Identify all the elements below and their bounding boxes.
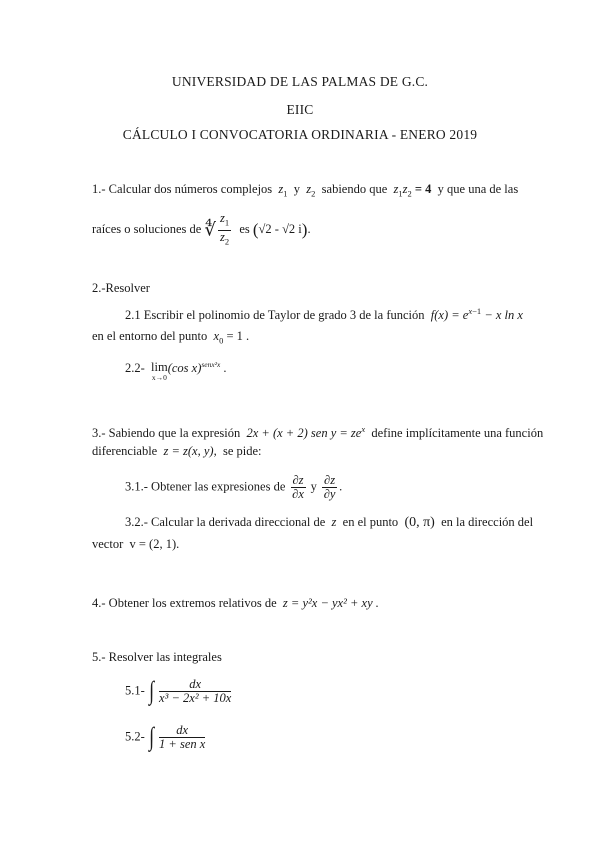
q2-p2-label: 2.2- — [125, 361, 145, 376]
q2-p2-lim-sub: x→0 — [151, 373, 167, 382]
q3-p1: 3.1.- Obtener las expresiones de $\frac{\partial z}{\partial x}$ y $\frac{\partial z}{\partial y}$ . — [125, 473, 343, 501]
q5-i2-fraction — [159, 724, 205, 751]
question-4 — [92, 596, 379, 611]
q5-i1-num: dx — [189, 676, 202, 691]
question-1-line-1: 1.- Calcular dos números complejos $z_1$ y $z_2$ sabiendo que $z_1z_2 = 4$ y que una de las — [92, 182, 519, 199]
q5-integral-2 — [125, 722, 207, 752]
q2-p1-text: 2.1 Escribir el polinomio de Taylor de grado 3 de la función — [125, 308, 425, 323]
q2-p2-expr: (cos x) — [167, 361, 202, 376]
q5-i1-fraction — [159, 678, 231, 705]
dz-dx-fraction: $\frac{\partial z}{\partial x}$ — [292, 473, 304, 501]
question-3-line-2 — [92, 444, 262, 459]
q3-text-d: se pide: — [222, 444, 262, 458]
q3-p2-vector: v = (2, 1). — [129, 537, 180, 551]
q3-p1-and: y — [310, 479, 317, 494]
q1-text-c: y que una de las — [437, 182, 519, 196]
q2-p1-line-2: en el entorno del punto $x_0 = 1$ . — [92, 329, 250, 346]
q5-i2-den: 1 + sen x — [159, 736, 206, 751]
university-title: UNIVERSIDAD DE LAS PALMAS DE G.C. — [171, 74, 429, 89]
q2-p1-point-text: en el entorno del punto — [92, 329, 208, 343]
q2-p2 — [125, 360, 227, 382]
q5-i2-label: 5.2- — [125, 729, 145, 744]
integral-sign-icon: ∫ — [148, 676, 154, 705]
q2-p2-lim: lim — [151, 360, 168, 374]
integral-sign-icon: ∫ — [148, 722, 154, 751]
q4-text: 4.- Obtener los extremos relativos de — [92, 596, 277, 610]
dz-dy-fraction: $\frac{\partial z}{\partial y}$ — [323, 473, 336, 501]
q2-p1-line-1: 2.1 Escribir el polinomio de Taylor de grado 3 de la función $f(x) = e^{x-1} - x$ ln x — [125, 306, 523, 323]
question-2-title: 2.-Resolver — [92, 281, 150, 295]
q1-fraction: $\frac{z_1}{z_2}$ — [219, 211, 230, 246]
q2-p1-func-tail: − x ln x — [484, 308, 523, 323]
q2-p1-func: f(x) = e — [430, 308, 469, 323]
q5-integral-1 — [125, 676, 233, 706]
q1-text-b: sabiendo que — [321, 182, 388, 196]
exam-title: CÁLCULO I CONVOCATORIA ORDINARIA - ENERO 2019 — [122, 127, 478, 142]
q3-p2-text-b: en el punto — [342, 515, 399, 529]
q3-text-a: 3.- Sabiendo que la expresión — [92, 426, 241, 441]
q4-func: z = y²x − yx² + xy . — [282, 596, 379, 610]
q5-i1-den: x³ − 2x² + 10x — [159, 690, 232, 705]
q1-product: = 4 — [414, 182, 432, 196]
q2-p2-end: . — [223, 361, 227, 376]
q3-p2-text-c: en la dirección del — [441, 515, 534, 529]
q3-p2-line-1: 3.2.- Calcular la derivada direccional de z en el punto (0, π) en la dirección del — [125, 515, 534, 530]
q3-p1-label: 3.1.- Obtener las expresiones de — [125, 479, 286, 494]
q5-i1-label: 5.1- — [125, 683, 145, 698]
q1-es: es — [239, 221, 250, 236]
q3-p2-text-d: vector — [92, 537, 124, 551]
root-sign-icon: ∜ — [204, 219, 216, 240]
q2-p1-point: = 1 . — [226, 329, 250, 343]
q1-root-value: √2 - √2 i — [258, 221, 302, 236]
q3-p2-text-a: 3.2.- Calcular la derivada direccional de — [125, 515, 326, 529]
question-5-title: 5.- Resolver las integrales — [92, 650, 222, 664]
school-title: EIIC — [286, 102, 314, 117]
q3-text-c: diferenciable — [92, 444, 158, 458]
q3-text-b: define implícitamente una función — [371, 426, 544, 441]
q1-text-d: raíces o soluciones de — [92, 221, 202, 236]
q3-p2-point: (0, π) — [404, 515, 435, 530]
q1-and: y — [293, 182, 301, 196]
q3-expr: 2x + (x + 2) sen y = ze — [246, 426, 362, 441]
q5-i2-num: dx — [176, 722, 189, 737]
question-1-line-2: raíces o soluciones de ∜ $\frac{z_1}{z_2}$ es (√2 - √2 i). — [92, 211, 311, 246]
q3-func: z = z(x, y), — [163, 444, 217, 458]
q2-p2-exp: senx²x — [201, 360, 221, 369]
q1-text-a: 1.- Calcular dos números complejos — [92, 182, 273, 196]
question-3-line-1: 3.- Sabiendo que la expresión 2x + (x + 2) sen $y = ze^x$ define implícitamente una función — [92, 424, 544, 441]
q3-p2-line-2 — [92, 537, 179, 552]
